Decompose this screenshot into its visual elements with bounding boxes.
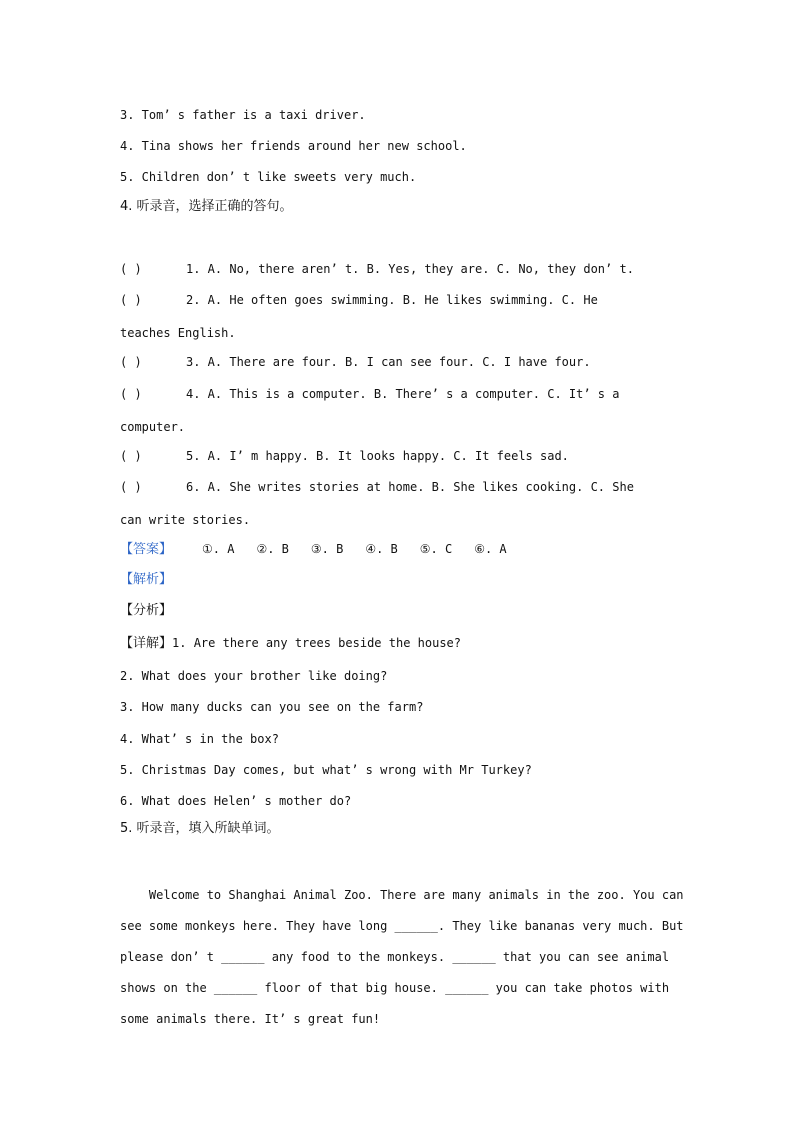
detail-line: 6. What does Helen’ s mother do? xyxy=(120,794,352,808)
answer-blank[interactable]: ( ) xyxy=(120,449,142,463)
detail-row xyxy=(120,635,676,652)
answer-blank[interactable]: ( ) xyxy=(120,293,142,307)
question-row xyxy=(120,448,676,464)
answer-blank[interactable]: ( ) xyxy=(120,262,142,276)
statement-line: 3. Tom’ s father is a taxi driver. xyxy=(120,108,366,122)
answer-item: ①. A xyxy=(202,542,235,556)
passage-line: please don’ t ______ any food to the monkeys. ______ that you can see animal xyxy=(120,950,670,964)
detail-text: 1. Are there any trees beside the house? xyxy=(172,636,461,650)
detail-line: 2. What does your brother like doing? xyxy=(120,669,388,683)
question-text: 6. A. She writes stories at home. B. She likes cooking. C. She xyxy=(186,480,634,494)
section5-title: 5. 听录音，填入所缺单词。 xyxy=(120,821,280,836)
question-row xyxy=(120,479,676,495)
analysis-label: 【解析】 xyxy=(120,572,173,587)
question-continuation: computer. xyxy=(120,420,186,434)
question-row xyxy=(120,354,676,370)
passage-line: see some monkeys here. They have long ______. They like bananas very much. But xyxy=(120,919,684,933)
answer-item: ⑥. A xyxy=(474,542,507,556)
statement-line: 4. Tina shows her friends around her new school. xyxy=(120,139,467,153)
detail-line: 5. Christmas Day comes, but what’ s wrong with Mr Turkey? xyxy=(120,763,532,777)
detail-line: 3. How many ducks can you see on the farm? xyxy=(120,700,424,714)
statement-line: 5. Children don’ t like sweets very much. xyxy=(120,170,417,184)
answer-label: 【答案】 xyxy=(120,542,173,557)
question-continuation: teaches English. xyxy=(120,326,236,340)
detail-label: 【详解】 xyxy=(120,636,173,651)
answer-item: ⑤. C xyxy=(419,542,453,556)
question-row xyxy=(120,386,676,402)
answer-item: ④. B xyxy=(365,542,398,556)
passage-line: Welcome to Shanghai Animal Zoo. There are many animals in the zoo. You can xyxy=(120,888,684,902)
answer-blank[interactable]: ( ) xyxy=(120,355,142,369)
question-row xyxy=(120,261,676,277)
answer-blank[interactable]: ( ) xyxy=(120,480,142,494)
question-continuation: can write stories. xyxy=(120,513,251,527)
answer-item: ③. B xyxy=(310,542,344,556)
question-row xyxy=(120,292,676,308)
question-text: 4. A. This is a computer. B. There’ s a computer. C. It’ s a xyxy=(186,387,620,401)
passage-line: some animals there. It’ s great fun! xyxy=(120,1012,381,1026)
section4-title: 4. 听录音，选择正确的答句。 xyxy=(120,199,293,214)
answer-item: ②. B xyxy=(256,542,289,556)
question-text: 3. A. There are four. B. I can see four. C. I have four. xyxy=(186,355,591,369)
passage-line: shows on the ______ floor of that big house. ______ you can take photos with xyxy=(120,981,670,995)
question-text: 5. A. I’ m happy. B. It looks happy. C. It feels sad. xyxy=(186,449,569,463)
fenxi-label: 【分析】 xyxy=(120,603,173,618)
answer-row xyxy=(120,541,676,558)
question-text: 2. A. He often goes swimming. B. He likes swimming. C. He xyxy=(186,293,598,307)
answer-blank[interactable]: ( ) xyxy=(120,387,142,401)
question-text: 1. A. No, there aren’ t. B. Yes, they are. C. No, they don’ t. xyxy=(186,262,634,276)
detail-line: 4. What’ s in the box? xyxy=(120,732,279,746)
